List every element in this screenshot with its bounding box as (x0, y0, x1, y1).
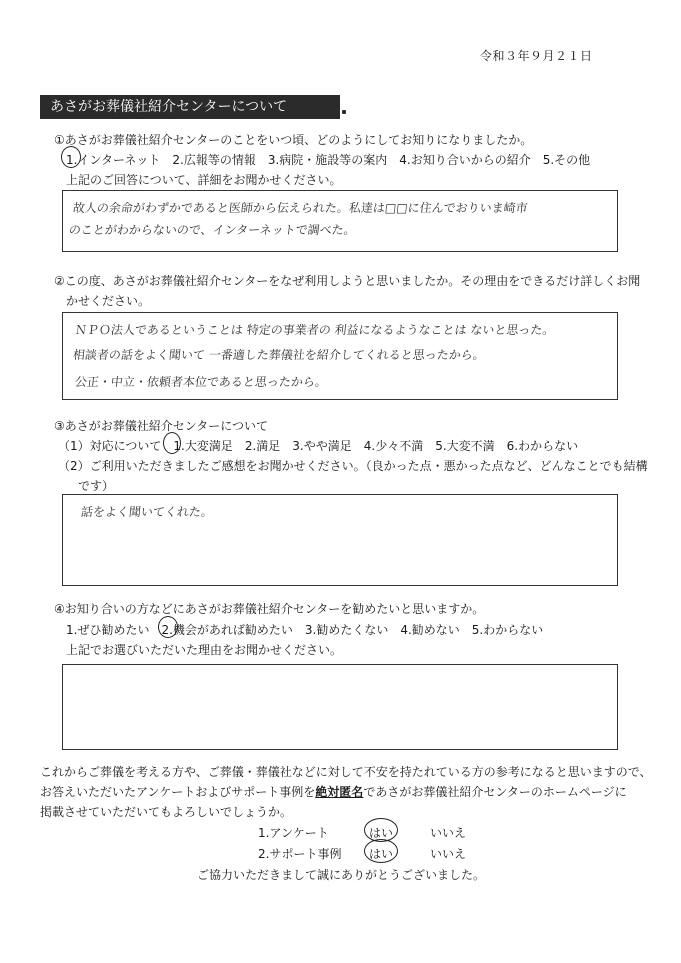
title-bullet (342, 110, 346, 114)
date: 令和３年９月２１日 (480, 49, 593, 63)
q2-question-line2: かせください。 (66, 294, 151, 308)
section-title: あさがお葬儀社紹介センターについて (40, 95, 340, 119)
consent-survey-yes[interactable]: はい (369, 826, 394, 840)
q2-answer-line: ＮＰＯ法人であるということは 特定の事業者の 利益になるようなことは ないと思った。 (74, 323, 556, 337)
consent-case-no[interactable]: いいえ (430, 847, 467, 861)
consent-survey-no[interactable]: いいえ (430, 826, 467, 840)
q3-answer-box (62, 494, 618, 586)
consent-case-label: 2.サポート事例 (258, 847, 342, 861)
q3-sub2-line1: （2）ご利用いただきましたご感想をお聞かせください。（良かった点・悪かった点など、どんなことでも結構 (58, 459, 648, 473)
q2-answer-line: 公正・中立・依頼者本位であると思ったから。 (74, 375, 328, 389)
thanks-message: ご協力いただきまして誠にありがとうございました。 (197, 868, 486, 882)
q2-answer-line: 相談者の話をよく聞いて 一番適した葬儀社を紹介してくれると思ったから。 (72, 348, 486, 362)
q2-question-line1: ②この度、あさがお葬儀社紹介センターをなぜ利用しようと思いましたか。その理由をできるだけ詳しくお聞 (54, 274, 641, 288)
q4-options: 1.ぜひ勧めたい 2.機会があれば勧めたい 3.勧めたくない 4.勧めない 5.わからない (66, 623, 544, 637)
q3-selection-circle (163, 432, 181, 454)
closing-line2-post: であさがお葬儀社紹介センターのホームページに (363, 785, 627, 799)
q3-sub1: （1）対応について 1.大変満足 2.満足 3.やや満足 4.少々不満 5.大変不満 6.わからない (58, 439, 579, 453)
q1-options: 1.インターネット 2.広報等の情報 3.病院・施設等の案内 4.お知り合いからの紹介 5.その他 (66, 153, 591, 167)
q1-detail-prompt: 上記のご回答について、詳細をお聞かせください。 (66, 173, 342, 187)
q4-selection-circle (158, 616, 178, 638)
closing-line2 (40, 783, 627, 800)
q1-selection-circle (61, 146, 81, 168)
q3-sub2-line2: です） (78, 479, 115, 493)
consent-case-yes-circle (364, 839, 398, 863)
q3-question: ③あさがお葬儀社紹介センターについて (54, 419, 269, 433)
q1-answer-line: のことがわからないので、インターネットで調べた。 (68, 223, 357, 237)
closing-line2-pre: お答えいただいたアンケートおよびサポート事例を (40, 785, 316, 799)
q4-question: ④お知り合いの方などにあさがお葬儀社紹介センターを勧めたいと思いますか。 (54, 602, 485, 616)
q4-answer-box (62, 664, 618, 750)
q3-answer-line: 話をよく聞いてくれた。 (80, 505, 214, 519)
closing-line3: 掲載させていただいてもよろしいでしょうか。 (40, 805, 293, 819)
consent-survey-label: 1.アンケート (258, 826, 329, 840)
anonymous-emphasis: 絶対匿名 (315, 785, 364, 799)
consent-case-yes[interactable]: はい (369, 847, 394, 861)
closing-line1: これからご葬儀を考える方や、ご葬儀・葬儀社などに対して不安を持たれている方の参考になると思いますので、 (40, 765, 652, 779)
q4-detail-prompt: 上記でお選びいただいた理由をお聞かせください。 (66, 643, 343, 657)
q1-answer-line: 故人の余命がわずかであると医師から伝えられた。私達は□□に住んでおりいま崎市 (72, 201, 529, 215)
q2-answer-box (62, 312, 618, 400)
q1-question: ①あさがお葬儀社紹介センターのことをいつ頃、どのようにしてお知りになりましたか。 (54, 133, 533, 147)
q1-answer-box (62, 190, 618, 252)
